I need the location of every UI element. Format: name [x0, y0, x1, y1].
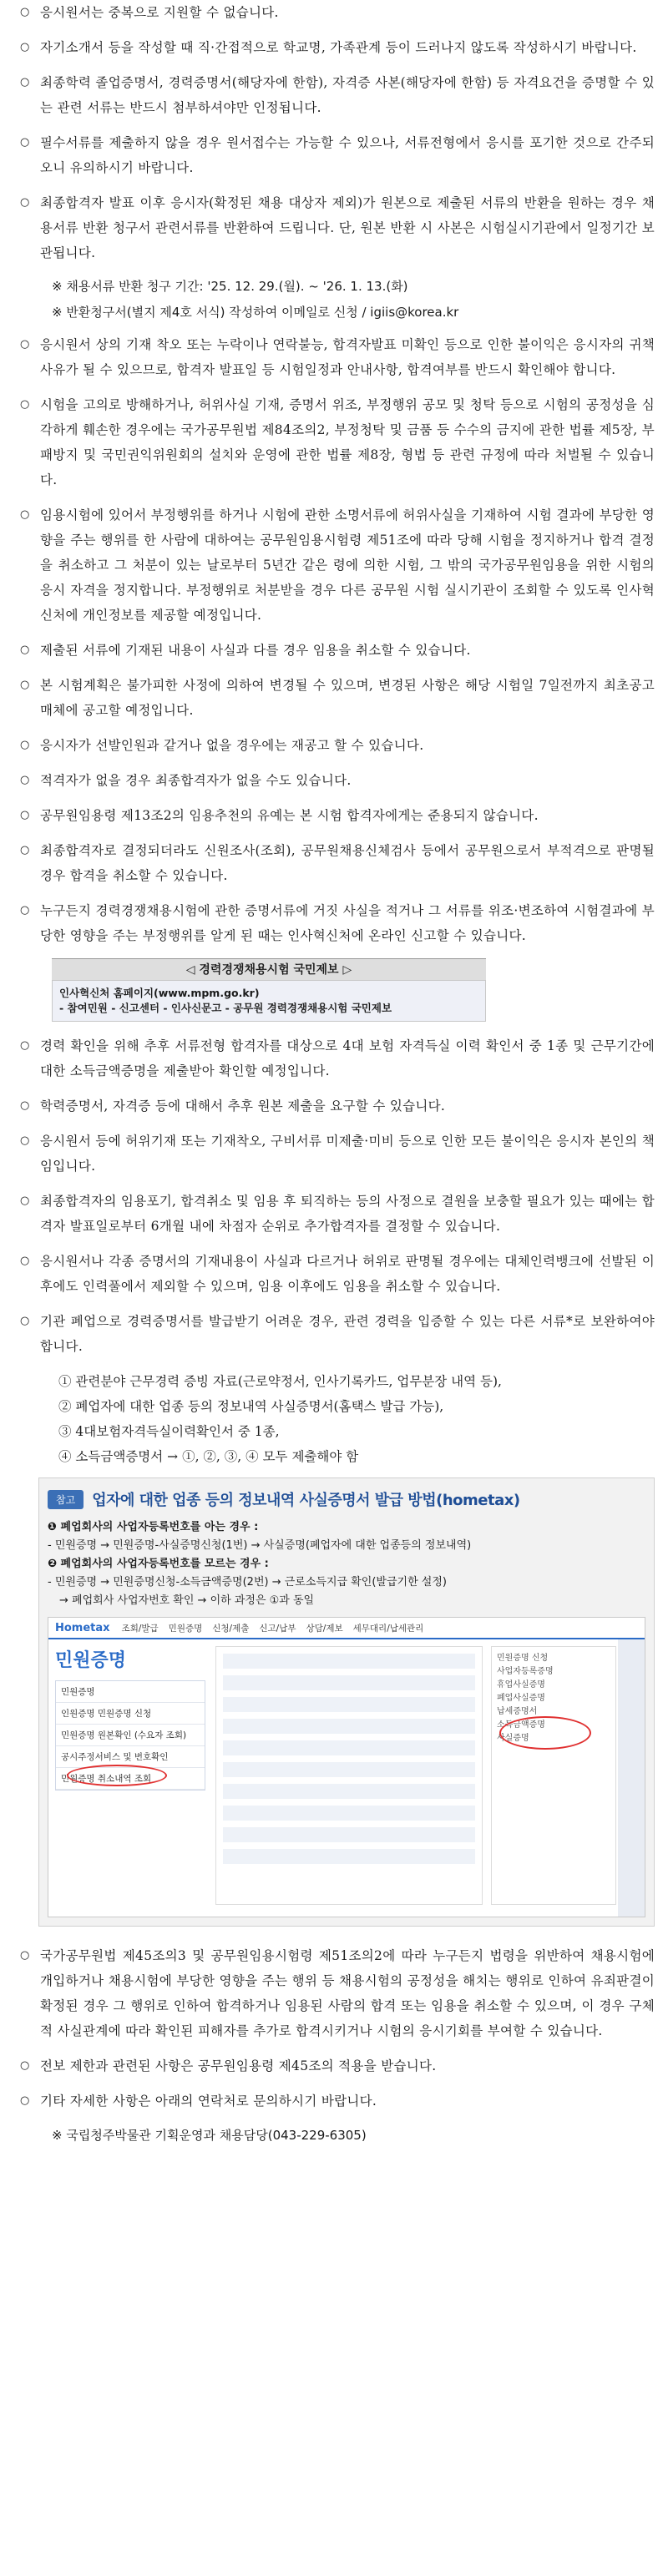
notice-item: [12, 1189, 655, 1239]
hometax-right-item[interactable]: 폐업사실증명: [497, 1694, 545, 1703]
notice-text: 경력 확인을 위해 추후 서류전형 합격자를 대상으로 4대 보험 자격득실 이력 확인서 중 1종 및 근무기간에 대한 소득금액증명을 제출받아 확인할 예정입니다.: [40, 1038, 655, 1078]
report-link[interactable]: 인사혁신처 홈페이지(www.mpm.go.kr): [59, 987, 260, 999]
bullet-icon: ○: [20, 774, 30, 786]
hometax-nav-item[interactable]: 신청/제출: [212, 1623, 250, 1634]
notice-text: 응시원서나 각종 증명서의 기재내용이 사실과 다르거나 허위로 판명될 경우에는 대체인력뱅크에 선발된 이후에도 인력풀에서 제외할 수 있으며, 임용 이후에도 임용을 취소할 수 있습니다.: [40, 1254, 655, 1294]
notice-item: [12, 332, 655, 382]
note-line: ※ 반환청구서(별지 제4호 서식) 작성하여 이메일로 신청 / igiis@korea.kr: [52, 305, 459, 320]
notice-text: 기관 폐업으로 경력증명서를 발급받기 어려운 경우, 관련 경력을 입증할 수 있는 다른 서류*로 보완하여야 합니다.: [40, 1314, 655, 1354]
hometax-nav: [122, 1622, 434, 1634]
hometax-right-item[interactable]: 납세증명서: [497, 1707, 538, 1716]
notice-text: 최종합격자로 결정되더라도 신원조사(조회), 공무원채용신체검사 등에서 공무원으로서 부적격으로 판명될 경우 합격을 취소할 수 있습니다.: [40, 843, 655, 883]
notice-text: 응시원서는 중복으로 지원할 수 없습니다.: [40, 5, 279, 20]
notice-item: [12, 70, 655, 120]
notice-item: [12, 1094, 655, 1119]
notice-text: 시험을 고의로 방해하거나, 허위사실 기재, 증명서 위조, 부정행위 공모 및 청탁 등으로 시험의 공정성을 심각하게 훼손한 경우에는 국가공무원법 제84조의2, 부정청탁 및 금품 등 수수의 금지에 관한 법률 제5장, 부패방지 및 국민권익위원회의 설치와 운영에 관한 법률 제8장, 형법 등 관련 규정에 따라 처벌될 수 있습니다.: [40, 397, 655, 487]
bullet-icon: ○: [20, 1255, 30, 1267]
notice-item: [12, 673, 655, 723]
notice-text: 필수서류를 제출하지 않을 경우 원서접수는 가능할 수 있으나, 서류전형에서 응시를 포기한 것으로 간주되오니 유의하시기 바랍니다.: [40, 135, 655, 175]
notice-item: [12, 1249, 655, 1299]
notice-item: [12, 1309, 655, 1359]
notice-item: [12, 0, 655, 25]
notice-item: [12, 35, 655, 60]
bullet-icon: ○: [20, 398, 30, 411]
notice-text: 응시자가 선발인원과 같거나 없을 경우에는 재공고 할 수 있습니다.: [40, 738, 424, 753]
bullet-icon: ○: [20, 904, 30, 917]
supporting-documents-list: [12, 1369, 655, 1469]
bullet-icon: ○: [20, 1134, 30, 1147]
public-report-box: [52, 958, 486, 1022]
case-unknown-path: - 민원증명 → 민원증명신청-소득금액증명(2번) → 근로소득지급 확인(발급기한 설정): [48, 1576, 447, 1589]
supporting-document-item: ② 폐업자에 대한 업종 등의 정보내역 사실증명서(홈택스 발급 가능),: [58, 1399, 444, 1414]
bullet-icon: ○: [20, 809, 30, 821]
hometax-logo: Hometax: [55, 1621, 110, 1634]
notice-item: [12, 1033, 655, 1083]
hometax-nav-item[interactable]: 조회/발급: [121, 1623, 159, 1634]
notice-text: 최종합격자 발표 이후 응시자(확정된 채용 대상자 제외)가 원본으로 제출된 서류의 반환을 원하는 경우 채용서류 반환 청구서 관련서류를 반환하여 드립니다. 단, 원본 반환 시 사본은 시험실시기관에서 일정기간 보관됩니다.: [40, 195, 655, 260]
report-body: [52, 980, 486, 1022]
notice-text: 본 시험계획은 불가피한 사정에 의하여 변경될 수 있으며, 변경된 사항은 해당 시험일 7일전까지 최초공고 매체에 공고할 예정입니다.: [40, 678, 655, 718]
hometax-screenshot: [48, 1617, 645, 1917]
supporting-document-item: ① 관련분야 근무경력 증빙 자료(근로약정서, 인사기록카드, 업무분장 내역 등),: [58, 1374, 502, 1389]
bullet-icon: ○: [20, 196, 30, 209]
notice-text: 임용시험에 있어서 부정행위를 하거나 시험에 관한 소명서류에 허위사실을 기재하여 시험 결과에 부당한 영향을 주는 행위를 한 사람에 대하여는 공무원임용시험령 제51조에 따라 당해 시험을 정지하거나 합격 결정을 취소하고 그 처분이 있는 날로부터 5년간 같은 령에 의한 시험, 그 밖의 국가공무원임용을 위한 시험의 응시 자격을 정지합니다. 부정행위로 처분받을 경우 다른 공무원 시험 실시기관이 조회할 수 있도록 인사혁신처에 개인정보를 제공할 예정입니다.: [40, 508, 655, 623]
hometax-right-panel: [491, 1646, 616, 1905]
hometax-side-bar: [618, 1639, 645, 1917]
hometax-nav-item[interactable]: 상담/제보: [306, 1623, 343, 1634]
notice-item: [12, 2053, 655, 2078]
highlight-circle: [499, 1716, 591, 1750]
notice-item: [12, 838, 655, 888]
bullet-icon: ○: [20, 2059, 30, 2072]
hometax-menu-item[interactable]: 민원증명: [56, 1681, 205, 1703]
report-title: ◁ 경력경쟁채용시험 국민제보 ▷: [52, 958, 486, 980]
hometax-right-item[interactable]: 소득금액증명: [497, 1720, 545, 1730]
notice-item: [12, 768, 655, 793]
notice-section-c: [12, 1033, 655, 1359]
note-line: ※ 채용서류 반환 청구 기간: '25. 12. 29.(월). ~ '26. 1. 13.(화): [52, 279, 408, 294]
supporting-document-item: ④ 소득금액증명서 → ①, ②, ③, ④ 모두 제출해야 함: [58, 1449, 359, 1464]
supporting-document-item: ③ 4대보험자격득실이력확인서 중 1종,: [58, 1424, 280, 1439]
bullet-icon: ○: [20, 6, 30, 18]
case-known-number: ❶ 폐업회사의 사업자등록번호를 아는 경우 :: [48, 1521, 259, 1533]
bullet-icon: ○: [20, 1949, 30, 1962]
hometax-menu-item[interactable]: 인원증명 민원증명 신청: [56, 1703, 205, 1725]
contact-info: ※ 국립청주박물관 기획운영과 채용담당(043-229-6305): [52, 2128, 367, 2143]
notice-item: [12, 190, 655, 265]
bullet-icon: ○: [20, 2094, 30, 2107]
notice-text: 기타 자세한 사항은 아래의 연락처로 문의하시기 바랍니다.: [40, 2094, 377, 2109]
bullet-icon: ○: [20, 338, 30, 351]
hometax-right-item[interactable]: 민원증명 신청: [497, 1654, 549, 1663]
notice-text: 전보 제한과 관련된 사항은 공무원임용령 제45조의 적용을 받습니다.: [40, 2058, 437, 2073]
notice-text: 국가공무원법 제45조의3 및 공무원임용시험령 제51조의2에 따라 누구든지 법령을 위반하여 채용시험에 개입하거나 채용시험에 부당한 영향을 주는 행위 등 채용시험의 공정성을 해치는 행위로 인하여 유죄판결이 확정된 경우 그 행위로 인하여 합격하거나 임용된 사람의 합격 또는 임용을 취소할 수 있으며, 이 경우 구체적 사실관계에 따라 확인된 피해자를 추가로 합격시키거나 시험의 응시기회를 부여할 수 있습니다.: [40, 1948, 655, 2038]
hometax-right-item[interactable]: 사실증명: [497, 1734, 529, 1743]
notice-document: [12, 0, 655, 2147]
notice-text: 최종합격자의 임용포기, 합격취소 및 임용 후 퇴직하는 등의 사정으로 결원을 보충할 필요가 있는 때에는 합격자 발표일로부터 6개월 내에 차점자 순위로 추가합격자를 결정할 수 있습니다.: [40, 1194, 655, 1234]
hometax-right-item[interactable]: 사업자등록증명: [497, 1667, 554, 1676]
hometax-nav-item[interactable]: 민원증명: [168, 1623, 203, 1634]
notice-text: 최종학력 졸업증명서, 경력증명서(해당자에 한함), 자격증 사본(해당자에 한함) 등 자격요건을 증명할 수 있는 관련 서류는 반드시 첨부하셔야만 인정됩니다.: [40, 75, 655, 115]
hometax-nav-item[interactable]: 신고/납부: [259, 1623, 296, 1634]
notice-section-b: [12, 332, 655, 948]
notice-text: 누구든지 경력경쟁채용시험에 관한 증명서류에 거짓 사실을 적거나 그 서류를 위조·변조하여 시험결과에 부당한 영향을 주는 부정행위를 알게 된 때는 인사혁신처에 온라인 신고할 수 있습니다.: [40, 903, 655, 943]
bullet-icon: ○: [20, 1195, 30, 1207]
notice-section-d: [12, 1943, 655, 2114]
notice-text: 적격자가 없을 경우 최종합격자가 없을 수도 있습니다.: [40, 773, 352, 788]
hometax-menu-item[interactable]: 공시주정서비스 및 번호확인: [56, 1746, 205, 1768]
bullet-icon: ○: [20, 1315, 30, 1327]
notice-item: [12, 898, 655, 948]
notice-text: 자기소개서 등을 작성할 때 직·간접적으로 학교명, 가족관계 등이 드러나지 않도록 작성하시기 바랍니다.: [40, 40, 637, 55]
bullet-icon: ○: [20, 1039, 30, 1052]
notice-item: [12, 503, 655, 628]
notice-text: 학력증명서, 자격증 등에 대해서 추후 원본 제출을 요구할 수 있습니다.: [40, 1099, 446, 1114]
reference-tag: 참고: [48, 1490, 84, 1509]
notice-item: [12, 733, 655, 758]
case-unknown-path-2: → 폐업회사 사업자번호 확인 → 이하 과정은 ①과 동일: [59, 1594, 315, 1607]
bullet-icon: ○: [20, 508, 30, 521]
bullet-icon: ○: [20, 644, 30, 656]
case-known-path: - 민원증명 → 민원증명-사실증명신청(1번) → 사실증명(폐업자에 대한 업종등의 정보내역): [48, 1539, 472, 1552]
notice-text: 공무원임용령 제13조2의 임용추천의 유예는 본 시험 합격자에게는 준용되지 않습니다.: [40, 808, 539, 823]
notice-item: [12, 1943, 655, 2043]
notice-item: [12, 1129, 655, 1179]
highlight-circle: [67, 1765, 167, 1786]
bullet-icon: ○: [20, 136, 30, 149]
report-path: - 참여민원 - 신고센터 - 인사신문고 - 공무원 경력경쟁채용시험 국민제보: [59, 1002, 392, 1014]
return-request-notes: [12, 275, 655, 324]
bullet-icon: ○: [20, 76, 30, 88]
hometax-nav-item[interactable]: 세무대리/납세관리: [352, 1623, 424, 1634]
notice-section-a: [12, 0, 655, 265]
notice-item: [12, 392, 655, 492]
hometax-guide-title: 업자에 대한 업종 등의 정보내역 사실증명서 발급 방법(hometax): [92, 1492, 520, 1509]
notice-item: [12, 130, 655, 180]
bullet-icon: ○: [20, 679, 30, 691]
notice-text: 제출된 서류에 기재된 내용이 사실과 다를 경우 임용을 취소할 수 있습니다.: [40, 643, 471, 658]
bullet-icon: ○: [20, 844, 30, 856]
hometax-panel-title: 민원증명: [55, 1650, 127, 1671]
notice-item: [12, 638, 655, 663]
hometax-main-panel: [215, 1646, 483, 1905]
notice-text: 응시원서 등에 허위기재 또는 기재착오, 구비서류 미제출·미비 등으로 인한 모든 불이익은 응시자 본인의 책임입니다.: [40, 1134, 655, 1174]
hometax-right-item[interactable]: 휴업사실증명: [497, 1680, 545, 1690]
hometax-menu-item[interactable]: 민원증명 취소내역 조회: [56, 1768, 205, 1790]
case-unknown-number: ❷ 폐업회사의 사업자등록번호를 모르는 경우 :: [48, 1558, 269, 1570]
bullet-icon: ○: [20, 41, 30, 53]
notice-text: 응시원서 상의 기재 착오 또는 누락이나 연락불능, 합격자발표 미확인 등으로 인한 불이익은 응시자의 귀책사유가 될 수 있으므로, 합격자 발표일 등 시험일정과 안내사항, 합격여부를 반드시 확인해야 합니다.: [40, 337, 655, 377]
notice-item: [12, 2089, 655, 2114]
hometax-menu-item[interactable]: 민원증명 원본확인 (수요자 조회): [56, 1725, 205, 1746]
notice-item: [12, 803, 655, 828]
bullet-icon: ○: [20, 1099, 30, 1112]
bullet-icon: ○: [20, 739, 30, 751]
hometax-guide-box: [38, 1477, 655, 1927]
hometax-topbar: [48, 1618, 645, 1639]
